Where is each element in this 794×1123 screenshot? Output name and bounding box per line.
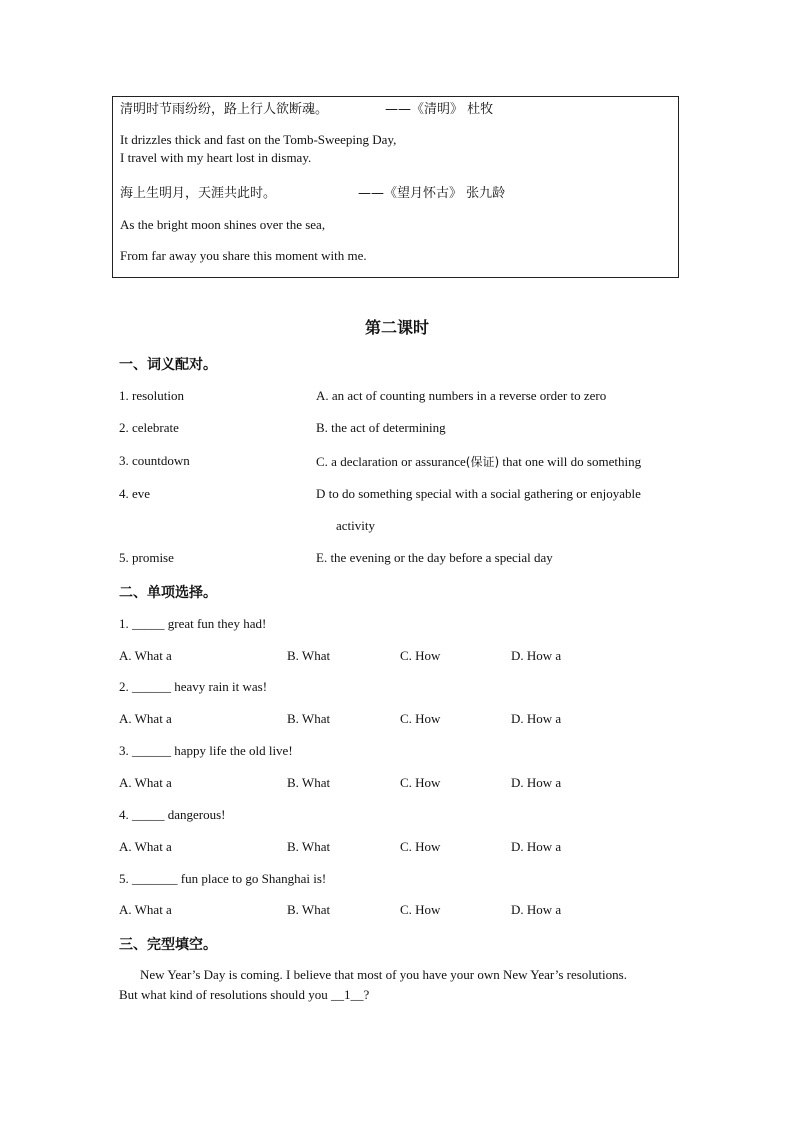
match-def-c: [316, 453, 641, 470]
match-def-c-tail: that one will do something: [499, 454, 642, 469]
poem2-en-line1: As the bright moon shines over the sea,: [120, 217, 326, 232]
q1-option-d: D. How a: [511, 648, 562, 663]
match-word-1: 1. resolution: [119, 388, 184, 403]
question-2: 2. ______ heavy rain it was!: [119, 679, 268, 694]
match-def-b: B. the act of determining: [316, 420, 446, 435]
poem1-en-line2: I travel with my heart lost in dismay.: [120, 150, 312, 165]
question-4: 4. _____ dangerous!: [119, 807, 226, 822]
q4-option-a: A. What a: [119, 839, 172, 854]
section2-heading: 二、单项选择。: [119, 585, 217, 601]
q5-option-d: D. How a: [511, 902, 562, 917]
match-word-4: 4. eve: [119, 486, 151, 501]
q5-option-a: A. What a: [119, 902, 172, 917]
poem1-cn: 清明时节雨纷纷，路上行人欲断魂。: [120, 102, 329, 117]
q1-option-a: A. What a: [119, 648, 172, 663]
q4-option-c: C. How: [400, 839, 441, 854]
q1-option-b: B. What: [287, 648, 331, 663]
lesson-title: 第二课时: [364, 318, 429, 337]
match-def-d: D to do something special with a social gathering or enjoyable: [316, 486, 641, 501]
section3-heading: 三、完型填空。: [119, 937, 217, 953]
q5-option-b: B. What: [287, 902, 331, 917]
match-def-c-note: (保证): [465, 455, 500, 469]
q2-option-c: C. How: [400, 711, 441, 726]
q3-option-c: C. How: [400, 775, 441, 790]
poem-box: [112, 96, 679, 278]
q4-option-b: B. What: [287, 839, 331, 854]
section1-heading: 一、词义配对。: [119, 357, 217, 373]
question-1: 1. _____ great fun they had!: [119, 616, 267, 631]
q3-option-b: B. What: [287, 775, 331, 790]
cloze-para-line2: But what kind of resolutions should you __1__?: [119, 987, 370, 1002]
poem2-cn: 海上生明月，天涯共此时。: [120, 186, 277, 201]
match-word-5: 5. promise: [119, 550, 174, 565]
poem2-en-line2: From far away you share this moment with me.: [120, 248, 367, 263]
match-def-c-main: C. a declaration or assurance: [316, 454, 466, 469]
q5-option-c: C. How: [400, 902, 441, 917]
q2-option-b: B. What: [287, 711, 331, 726]
q2-option-a: A. What a: [119, 711, 172, 726]
q3-option-d: D. How a: [511, 775, 562, 790]
match-word-2: 2. celebrate: [119, 420, 179, 435]
match-def-a: A. an act of counting numbers in a reverse order to zero: [316, 388, 607, 403]
q1-option-c: C. How: [400, 648, 441, 663]
question-3: 3. ______ happy life the old live!: [119, 743, 293, 758]
poem1-source: ——《清明》 杜牧: [385, 102, 494, 117]
poem1-en-line1: It drizzles thick and fast on the Tomb-Sweeping Day,: [120, 132, 397, 147]
match-def-d-cont: activity: [336, 518, 375, 533]
cloze-para-line1: New Year’s Day is coming. I believe that most of you have your own New Year’s resolutions.: [140, 967, 627, 982]
q3-option-a: A. What a: [119, 775, 172, 790]
match-def-e: E. the evening or the day before a special day: [316, 550, 553, 565]
poem2-source: ——《望月怀古》 张九龄: [358, 186, 506, 201]
q2-option-d: D. How a: [511, 711, 562, 726]
q4-option-d: D. How a: [511, 839, 562, 854]
match-word-3: 3. countdown: [119, 453, 190, 468]
question-5: 5. _______ fun place to go Shanghai is!: [119, 871, 327, 886]
